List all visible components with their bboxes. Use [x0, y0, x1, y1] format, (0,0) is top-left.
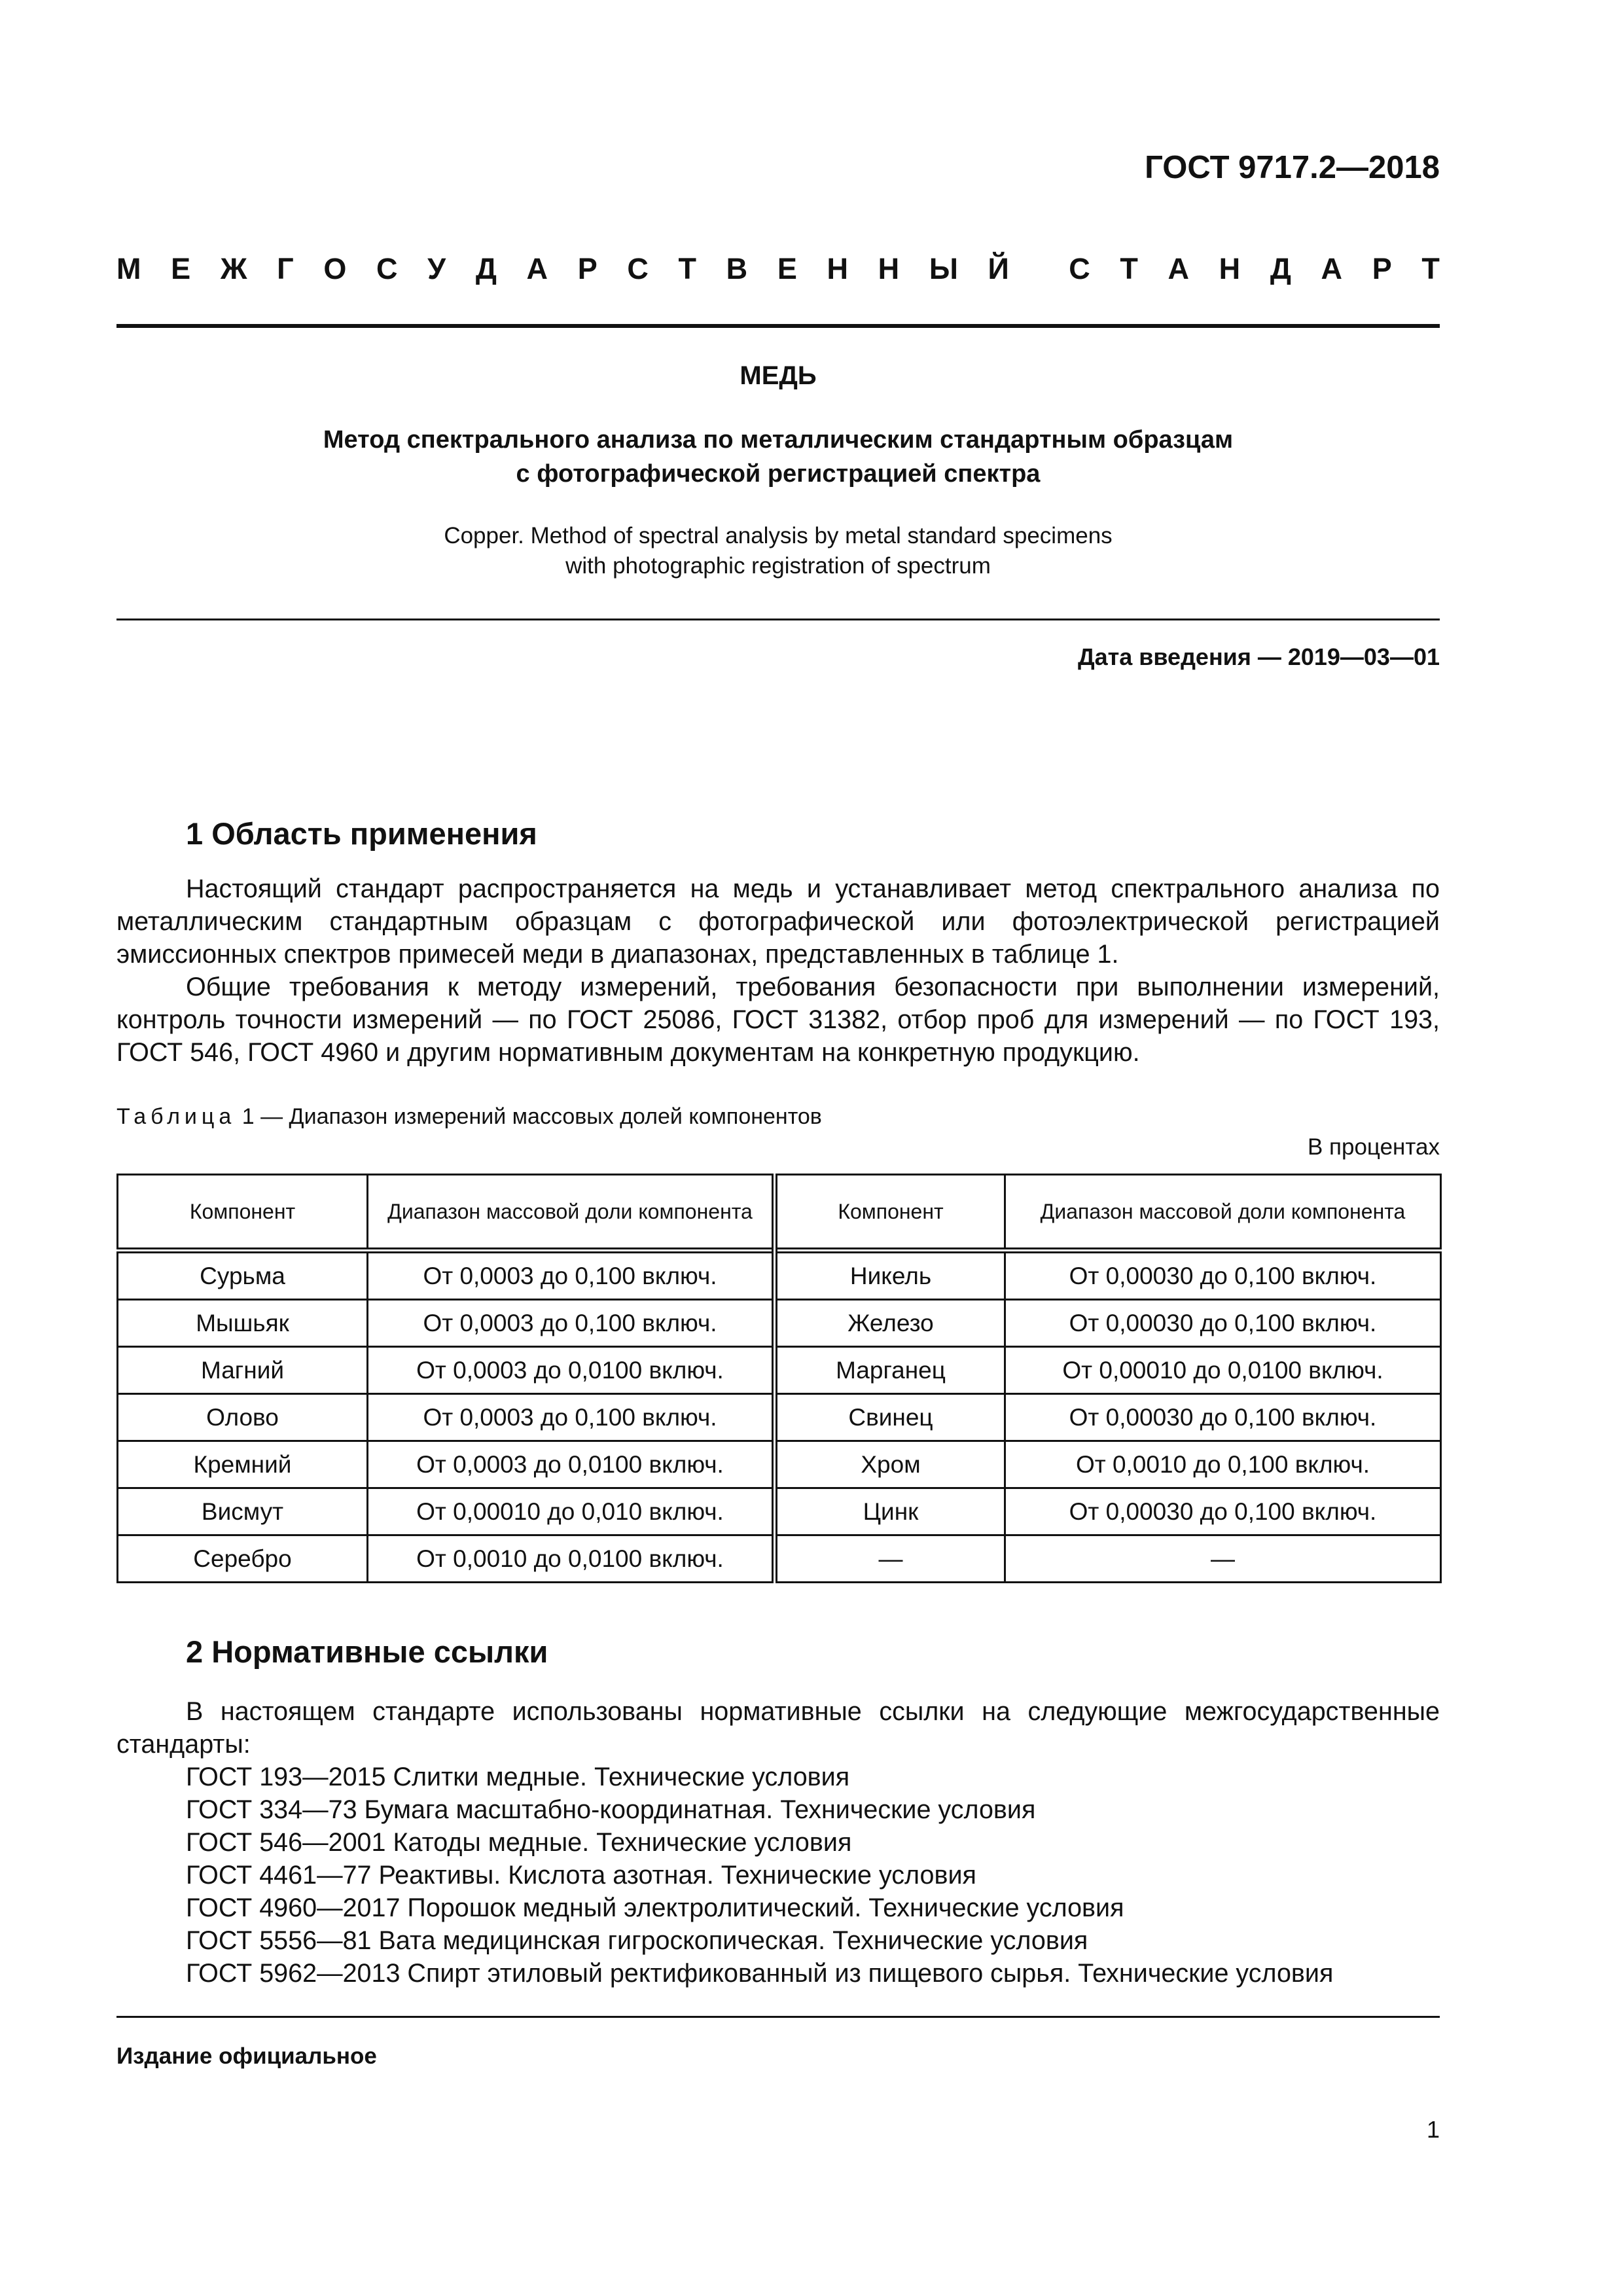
- table-cell: От 0,00010 до 0,0100 включ.: [1005, 1347, 1441, 1394]
- table-row: [118, 1535, 1441, 1583]
- table-cell: От 0,00030 до 0,100 включ.: [1005, 1394, 1441, 1441]
- heading-letter: Ж: [220, 252, 247, 285]
- section-1-paragraph: Общие требования к методу измерений, требования безопасности при выполнении измерений, контроль точности измерений — по ГОСТ 25086, ГОСТ 31382, отбор проб для измерений — по ГОСТ 193, ГОСТ 546, ГОСТ 4960 и другим нормативным документам на конкретную продукцию.: [116, 973, 1440, 1067]
- reference-item: ГОСТ 4461—77 Реактивы. Кислота азотная. Технические условия: [186, 1861, 976, 1890]
- reference-item: ГОСТ 334—73 Бумага масштабно-координатная. Технические условия: [186, 1795, 1036, 1824]
- heading-letter: О: [323, 252, 347, 285]
- table-caption: [116, 1104, 822, 1130]
- table-cell: Висмут: [118, 1488, 368, 1535]
- heading-letter: Н: [827, 252, 848, 285]
- section-2-heading: 2 Нормативные ссылки: [186, 1634, 548, 1669]
- document-subtitle: [116, 423, 1440, 491]
- table-cell: Свинец: [775, 1394, 1005, 1441]
- table-cell: Кремний: [118, 1441, 368, 1488]
- table-cell: Хром: [775, 1441, 1005, 1488]
- heading-letter: Ы: [929, 252, 958, 285]
- table-cell: Олово: [118, 1394, 368, 1441]
- table-cell: От 0,00030 до 0,100 включ.: [1005, 1300, 1441, 1347]
- subtitle-line: Метод спектрального анализа по металлическим стандартным образцам: [323, 426, 1234, 454]
- heading-letter: Д: [1270, 252, 1291, 285]
- table-header-row: [118, 1175, 1441, 1251]
- table-cell: —: [1005, 1535, 1441, 1583]
- section-1-heading: 1 Область применения: [186, 816, 537, 851]
- reference-item: ГОСТ 546—2001 Катоды медные. Технические условия: [186, 1828, 852, 1857]
- english-title-line: with photographic registration of spectrum: [565, 553, 991, 579]
- section-2-intro: В настоящем стандарте использованы нормативные ссылки на следующие межгосударственные стандарты:: [116, 1697, 1440, 1759]
- table-row: [118, 1251, 1441, 1300]
- table-header-cell: Диапазон массовой доли компонента: [368, 1175, 775, 1251]
- heading-letter: В: [726, 252, 748, 285]
- table-cell: Сурьма: [118, 1251, 368, 1300]
- table-cell: Мышьяк: [118, 1300, 368, 1347]
- heading-letter: Д: [475, 252, 497, 285]
- header-divider: [116, 324, 1440, 328]
- gost-number: ГОСТ 9717.2—2018: [1145, 150, 1440, 185]
- table-cell: От 0,0003 до 0,100 включ.: [368, 1300, 775, 1347]
- table-cell: Никель: [775, 1251, 1005, 1300]
- table-cell: Цинк: [775, 1488, 1005, 1535]
- heading-letter: А: [1168, 252, 1189, 285]
- table-cell: —: [775, 1535, 1005, 1583]
- heading-letter: У: [427, 252, 446, 285]
- table-units: В процентах: [1307, 1134, 1440, 1160]
- heading-letter: Й: [988, 252, 1009, 285]
- components-table: [116, 1174, 1442, 1583]
- section-1-paragraph: Настоящий стандарт распространяется на медь и устанавливает метод спектрального анализа по металлическим стандартным образцам с фотографической или фотоэлектрической регистрацией эмиссионных спектров примесей меди в диапазонах, представленных в таблице 1.: [116, 874, 1440, 969]
- heading-letter: С: [1069, 252, 1090, 285]
- footer-divider: [116, 2016, 1440, 2018]
- table-row: [118, 1300, 1441, 1347]
- standard-type-heading: [116, 252, 1440, 286]
- table-cell: От 0,0010 до 0,100 включ.: [1005, 1441, 1441, 1488]
- reference-list: [186, 1761, 1333, 1990]
- heading-letter: Т: [678, 252, 697, 285]
- edition-label: Издание официальное: [116, 2043, 377, 2069]
- reference-item: ГОСТ 5556—81 Вата медицинская гигроскопическая. Технические условия: [186, 1926, 1088, 1955]
- table-header-cell: Компонент: [775, 1175, 1005, 1251]
- reference-item: ГОСТ 5962—2013 Спирт этиловый ректификованный из пищевого сырья. Технические условия: [186, 1959, 1334, 1988]
- title-divider: [116, 619, 1440, 620]
- table-cell: От 0,00010 до 0,010 включ.: [368, 1488, 775, 1535]
- table-caption-label: Таблица: [116, 1104, 236, 1129]
- table-cell: Магний: [118, 1347, 368, 1394]
- heading-letter: Т: [1120, 252, 1138, 285]
- table-cell: От 0,0003 до 0,0100 включ.: [368, 1347, 775, 1394]
- table-cell: От 0,00030 до 0,100 включ.: [1005, 1251, 1441, 1300]
- table-cell: От 0,0003 до 0,0100 включ.: [368, 1441, 775, 1488]
- reference-item: ГОСТ 193—2015 Слитки медные. Технические условия: [186, 1763, 850, 1791]
- page-number: 1: [1426, 2116, 1440, 2143]
- table-cell: От 0,0003 до 0,100 включ.: [368, 1394, 775, 1441]
- intro-date: Дата введения — 2019—03—01: [1077, 643, 1440, 670]
- heading-letter: А: [526, 252, 548, 285]
- heading-letter: М: [116, 252, 141, 285]
- heading-letter: Р: [1372, 252, 1392, 285]
- heading-letter: Е: [777, 252, 797, 285]
- heading-letter: Т: [1421, 252, 1440, 285]
- heading-letter: С: [627, 252, 649, 285]
- table-cell: От 0,0003 до 0,100 включ.: [368, 1251, 775, 1300]
- table-header-cell: Диапазон массовой доли компонента: [1005, 1175, 1441, 1251]
- heading-letter: Р: [577, 252, 597, 285]
- table-row: [118, 1347, 1441, 1394]
- document-title: МЕДЬ: [740, 361, 817, 390]
- table-cell: Марганец: [775, 1347, 1005, 1394]
- table-row: [118, 1441, 1441, 1488]
- heading-letter: Н: [878, 252, 900, 285]
- heading-letter: Г: [277, 252, 294, 285]
- reference-item: ГОСТ 4960—2017 Порошок медный электролитический. Технические условия: [186, 1893, 1124, 1922]
- table-row: [118, 1394, 1441, 1441]
- table-caption-text: 1 — Диапазон измерений массовых долей компонентов: [236, 1104, 822, 1129]
- heading-letter: Е: [171, 252, 191, 285]
- table-cell: Железо: [775, 1300, 1005, 1347]
- english-title: [116, 521, 1440, 581]
- table-row: [118, 1488, 1441, 1535]
- table-cell: От 0,00030 до 0,100 включ.: [1005, 1488, 1441, 1535]
- english-title-line: Copper. Method of spectral analysis by metal standard specimens: [444, 523, 1113, 548]
- heading-letter: С: [376, 252, 398, 285]
- table-header-cell: Компонент: [118, 1175, 368, 1251]
- subtitle-line: с фотографической регистрацией спектра: [516, 460, 1041, 488]
- heading-letter: А: [1321, 252, 1343, 285]
- heading-letter: Н: [1219, 252, 1241, 285]
- table-cell: Серебро: [118, 1535, 368, 1583]
- table-cell: От 0,0010 до 0,0100 включ.: [368, 1535, 775, 1583]
